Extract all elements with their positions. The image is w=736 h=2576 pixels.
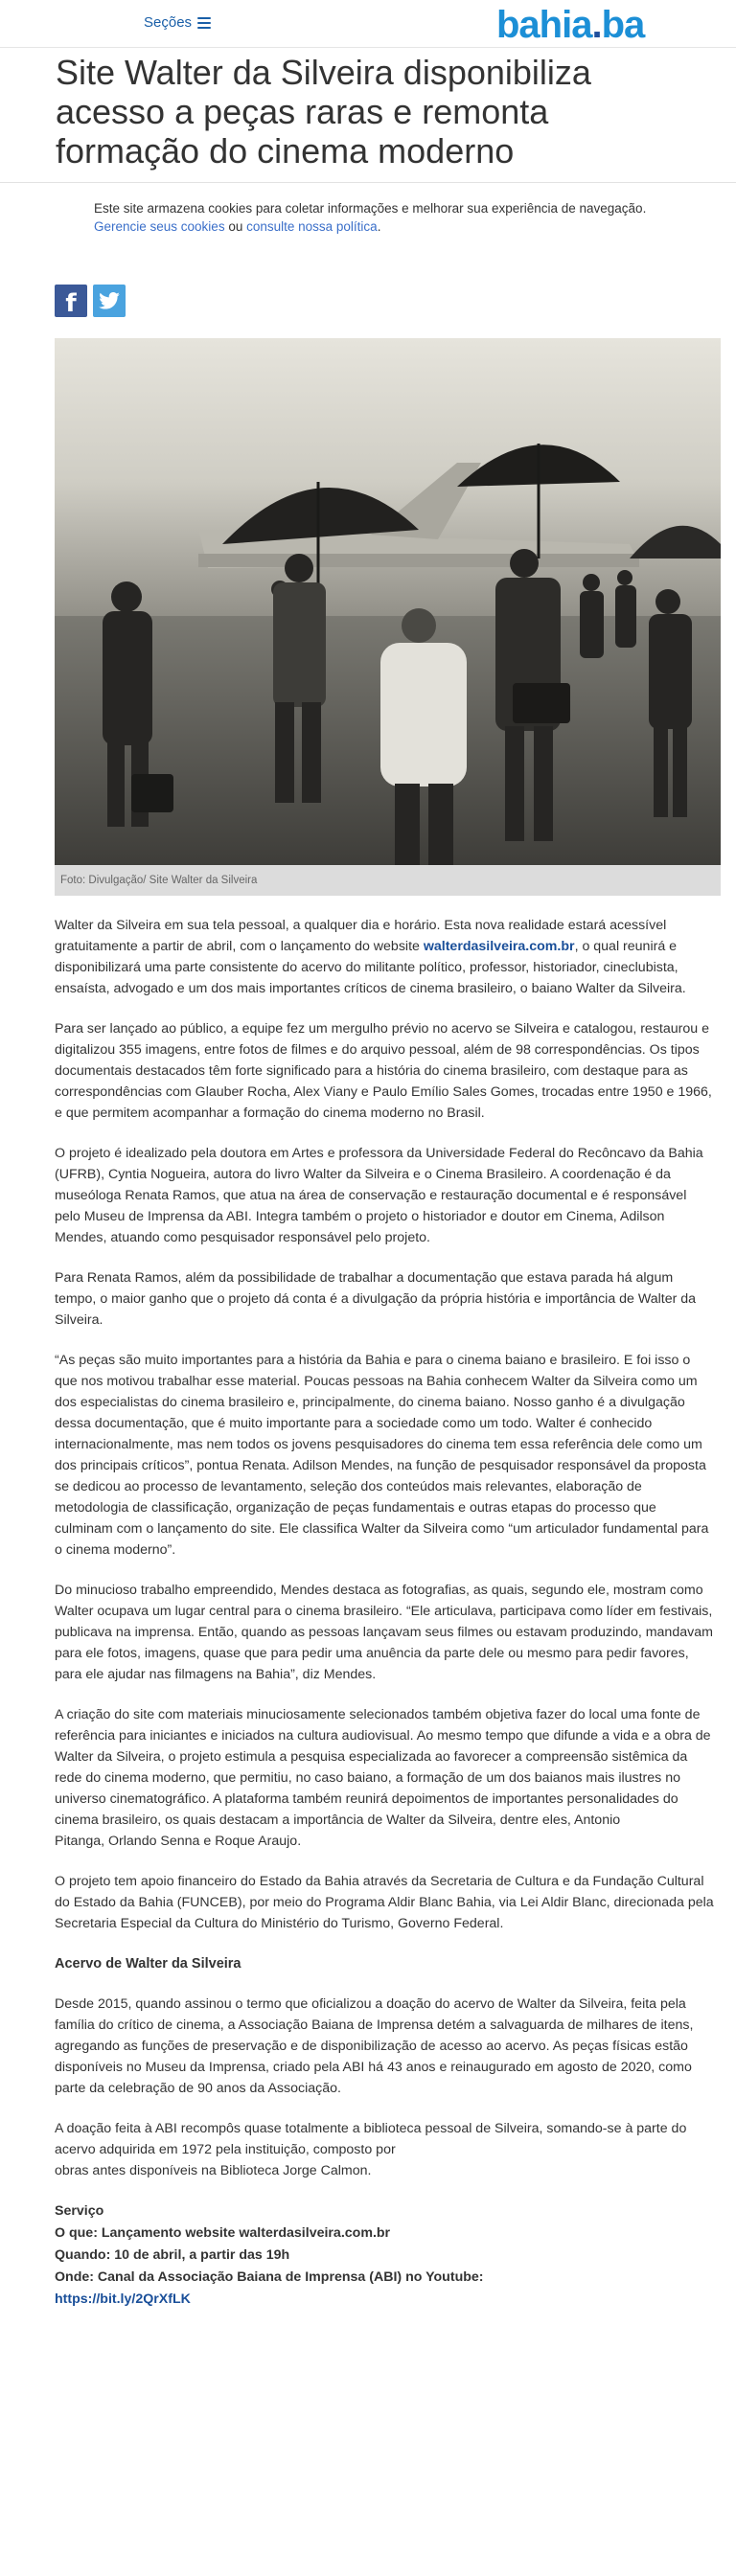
paragraph: Para Renata Ramos, além da possibilidade de trabalhar a documentação que estava parada há algum tempo, o maior ganho que o projeto dá conta é a divulgação da própria história e importância de Walter da Silveira. <box>55 1270 697 1328</box>
facebook-share-button[interactable] <box>55 285 87 317</box>
cookie-policy-link[interactable]: consulte nossa política <box>246 219 378 234</box>
twitter-icon <box>99 292 120 309</box>
service-info <box>55 2200 716 2311</box>
twitter-share-button[interactable] <box>93 285 126 317</box>
paragraph: Do minucioso trabalho empreendido, Mendes destaca as fotografias, as quais, segundo ele, mostram como Walter ocupava um lugar central para o cinema brasileiro. “Ele articulava, participava como líder em festivais, publicava na imprensa. Então, quando as pessoas lançavam seus filmes ou estavam produzindo, mandavam para ele fotos, imagens, quase que para pedir uma anuência da parte dele ou mesmo para pedir favores, para ele ajudar nas filmagens na Bahia”, diz Mendes. <box>55 1583 713 1682</box>
paragraph <box>55 2118 716 2181</box>
paragraph: O projeto tem apoio financeiro do Estado da Bahia através da Secretaria de Cultura e da Fundação Cultural do Estado da Bahia (FUNCEB), por meio do Programa Aldir Blanc Bahia, via Lei Aldir Blanc, direcionada pela Secretaria Especial da Cultura do Ministério do Turismo, Governo Federal. <box>55 1874 714 1931</box>
logo-main: bahia <box>496 4 592 46</box>
cookie-banner <box>94 199 707 236</box>
menu-icon <box>197 17 211 29</box>
article-photo <box>55 338 721 865</box>
paragraph-text: , o qual reunirá e disponibilizará uma parte consistente do acervo do militante político, professor, historiador, cineclubista, ensaísta, advogado e um dos mais importantes críticos de cinema brasileiro, o baiano Walter da Silveira. <box>55 939 686 996</box>
paragraph: Desde 2015, quando assinou o termo que oficializou a doação do acervo de Walter da Silveira, feita pela família do crítico de cinema, a Associação Baiana de Imprensa detém a salvaguarda de milhares de itens, agregando as funções de preservação e de disponibilização de acesso ao acervo. As peças físicas estão disponíveis no Museu da Imprensa, criado pela ABI há 43 anos e reinaugurado em agosto de 2020, como parte da celebração de 90 anos da Associação. <box>55 1996 694 2096</box>
paragraph <box>55 915 716 999</box>
site-logo[interactable] <box>496 2 644 48</box>
service-when: Quando: 10 de abril, a partir das 19h <box>55 2247 290 2263</box>
paragraph <box>55 1704 716 1852</box>
paragraph: O projeto é idealizado pela doutora em Artes e professora da Universidade Federal do Recôncavo da Bahia (UFRB), Cyntia Nogueira, autora do livro Walter da Silveira e o Cinema Brasileiro. A coordenação é da museóloga Renata Ramos, que atua na área de conservação e restauração documental e é responsável pelo Museu de Imprensa da ABI. Integra também o projeto o historiador e doutor em Cinema, Adilson Mendes, atuando como pesquisador responsável pelo projeto. <box>55 1146 703 1245</box>
section-heading: Acervo de Walter da Silveira <box>55 1956 242 1972</box>
photo-caption: Foto: Divulgação/ Site Walter da Silveira <box>55 865 721 896</box>
paragraph-text: Walter da Silveira em sua tela pessoal, a qualquer dia e horário. Esta nova realidade estará acessível gratuitamente a partir de abril, com o lançamento do website <box>55 918 667 954</box>
cookie-links <box>94 217 707 236</box>
top-bar <box>0 0 736 48</box>
sections-label: Seções <box>144 14 193 31</box>
youtube-link[interactable]: https://bit.ly/2QrXfLK <box>55 2291 191 2307</box>
sections-menu-button[interactable] <box>144 14 211 31</box>
cookie-end: . <box>377 219 381 234</box>
logo-tld: ba <box>601 4 645 46</box>
share-bar <box>55 285 126 317</box>
article-photo-image <box>55 338 721 865</box>
manage-cookies-link[interactable]: Gerencie seus cookies <box>94 219 225 234</box>
logo-dot: . <box>591 4 602 46</box>
article-body <box>55 915 716 2311</box>
article-title: Site Walter da Silveira disponibiliza acesso a peças raras e remonta formação do cinema moderno <box>56 53 591 171</box>
paragraph: Para ser lançado ao público, a equipe fez um mergulho prévio no acervo se Silveira e catalogou, restaurou e digitalizou 355 imagens, entre fotos de filmes e do arquivo pessoal, além de 98 correspondências. Os tipos documentais destacados têm forte significado para a história do cinema brasileiro, com destaque para as correspondências com Glauber Rocha, Alex Viany e Paulo Emílio Sales Gomes, trocadas entre 1950 e 1966, e que permitem acompanhar a formação do cinema moderno no Brasil. <box>55 1021 712 1121</box>
paragraph-text: A criação do site com materiais minuciosamente selecionados também objetiva fazer do local uma fonte de referência para iniciantes e iniciados na cultura audiovisual. Ao mesmo tempo que difunde a vida e a obra de Walter da Silveira, o projeto estimula a pesquisa especializada ao favorecer a compreensão sistêmica da rede do cinema moderno, que permitiu, no caso baiano, a formação de um dos baianos mais ilustres no universo cinematográfico. A plataforma também reunirá depoimentos de importantes personalidades do cinema brasileiro, os quais destacam a importância de Walter da Silveira, dentre eles, Antonio <box>55 1707 711 1828</box>
paragraph: “As peças são muito importantes para a história da Bahia e para o cinema baiano e brasileiro. E foi isso o que nos motivou trabalhar esse material. Poucas pessoas na Bahia conhecem Walter da Silveira como um dos especialistas do cinema brasileiro e, principalmente, do cinema baiano. Nosso ganho é a divulgação dessa documentação, que é muito importante para a sociedade como um todo. Walter é conhecido internacionalmente, mas nem todos os jovens pesquisadores do cinema tem essa referência dele como um dos principais críticos”, pontua Renata. Adilson Mendes, na função de pesquisador responsável da proposta se dedicou ao processo de levantamento, seleção dos conteúdos mais relevantes, elaboração de metodologia de classificação, organização de peças fundamentais e outras etapas do processo que culminam com o lançamento do site. Ele classifica Walter da Silveira como “um articulador fundamental para o cinema moderno”. <box>55 1353 709 1558</box>
website-link[interactable]: walterdasilveira.com.br <box>423 939 575 954</box>
service-what: O que: Lançamento website walterdasilveira.com.br <box>55 2225 391 2241</box>
service-title: Serviço <box>55 2203 104 2219</box>
facebook-icon: f <box>65 289 77 318</box>
service-where: Onde: Canal da Associação Baiana de Imprensa (ABI) no Youtube: <box>55 2269 484 2285</box>
cookie-or: ou <box>224 219 247 234</box>
paragraph-text: obras antes disponíveis na Biblioteca Jorge Calmon. <box>55 2163 372 2178</box>
paragraph-text: Pitanga, Orlando Senna e Roque Araujo. <box>55 1834 302 1849</box>
cookie-text: Este site armazena cookies para coletar informações e melhorar sua experiência de navegação. <box>94 201 647 216</box>
paragraph-text: A doação feita à ABI recompôs quase totalmente a biblioteca pessoal de Silveira, somando-se à parte do acervo adquirida em 1972 pela instituição, composto por <box>55 2121 687 2157</box>
divider <box>0 182 736 183</box>
